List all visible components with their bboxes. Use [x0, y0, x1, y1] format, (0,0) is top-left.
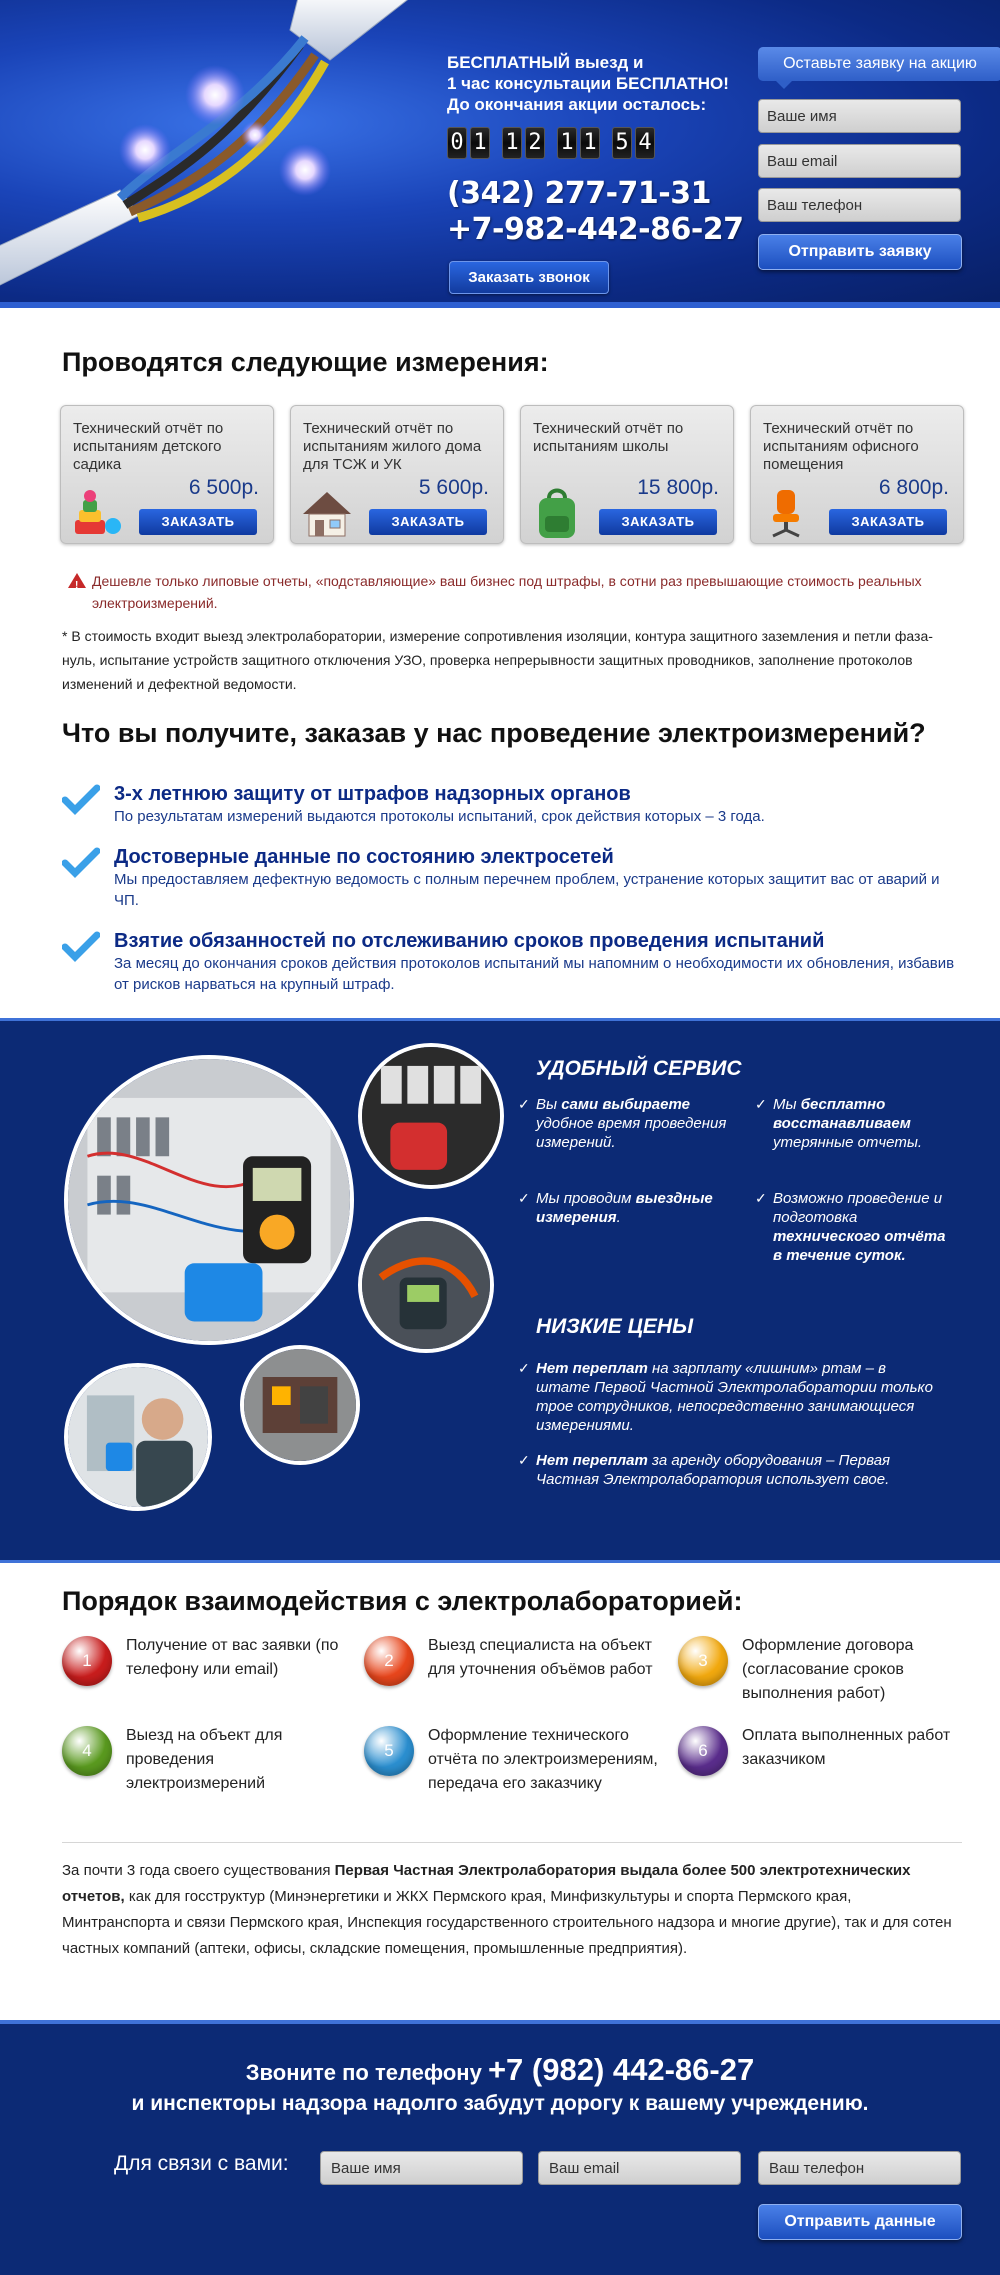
header-divider	[0, 302, 1000, 308]
clamp-meter-photo	[358, 1217, 494, 1353]
service-point-text: Мы	[773, 1096, 801, 1113]
timer-hours	[502, 127, 545, 159]
card-title: Технический отчёт по испытаниям школы	[533, 420, 684, 455]
benefit-title: 3-х летнюю защиту от штрафов надзорных органов	[114, 783, 631, 805]
phone-mobile[interactable]: +7-982-442-86-27	[447, 212, 744, 247]
benefit-item	[62, 929, 962, 995]
step-number: 2	[364, 1636, 414, 1686]
checkmark-icon	[62, 847, 100, 879]
service-point	[755, 1189, 955, 1265]
price-footnote: * В стоимость входит выезд электролаборатории, измерение сопротивления изоляции, контура защитного заземления и петли фаза-нуль, испытание устройств защитного отключения УЗО, проверка непрерывности защитных проводников, заполнение протоколов изменений и дефектной ведомости.	[62, 628, 933, 692]
service-point	[518, 1189, 738, 1227]
step-text: Оформление договора (согласование сроков выполнения работ)	[742, 1637, 914, 1702]
service-point-text: удобное время проведения измерений.	[536, 1115, 727, 1151]
about-text: как для госструктур (Минэнергетики и ЖКХ Пермского края, Минфизкультуры и спорта Пермского края, Минтранспорта и связи Пермского края, Инспекция государственного строительного надзора и многие другие), так и для сотен частных компаний (аптеки, офисы, складские помещения, промышленные предприятия).	[62, 1888, 952, 1957]
step-text: Получение от вас заявки (по телефону или email)	[126, 1637, 339, 1678]
about-text: За почти 3 года своего существования	[62, 1862, 335, 1879]
step-text: Выезд на объект для проведения электроизмерений	[126, 1727, 283, 1792]
benefit-text: Мы предоставляем дефектную ведомость с полным перечнем проблем, устранение которых защитит вас от аварий и ЧП.	[114, 871, 940, 909]
service-point	[755, 1095, 945, 1152]
about-paragraph	[62, 1858, 962, 1962]
promo-line-2: 1 час консультации БЕСПЛАТНО!	[447, 74, 729, 93]
promo-text	[447, 52, 747, 115]
benefit-item	[62, 782, 962, 827]
section-divider	[62, 1842, 962, 1843]
price-cards	[60, 405, 964, 544]
price-point	[518, 1359, 938, 1435]
steps-title: Порядок взаимодействия с электролабораторией:	[62, 1586, 743, 1616]
low-prices-title: НИЗКИЕ ЦЕНЫ	[536, 1315, 694, 1338]
benefit-title: Взятие обязанностей по отслеживанию сроков проведения испытаний	[114, 930, 825, 952]
benefits-title: Что вы получите, заказав у нас проведение электроизмерений?	[62, 718, 926, 748]
benefits-list	[62, 782, 962, 1013]
price-card	[290, 405, 504, 544]
card-price: 5 600р.	[418, 476, 489, 499]
toys-icon	[69, 486, 125, 540]
warning-text: Дешевле только липовые отчеты, «подставляющие» ваш бизнес под штрафы, в сотни раз превышающие стоимость реальных электроизмерений.	[92, 573, 922, 611]
name-input[interactable]	[758, 99, 961, 133]
checkmark-icon	[62, 784, 100, 816]
price-point-bold: Нет переплат	[536, 1452, 648, 1469]
step-text: Выезд специалиста на объект для уточнения объёмов работ	[428, 1637, 653, 1678]
benefit-text: По результатам измерений выдаются протоколы испытаний, срок действия которых – 3 года.	[114, 808, 765, 825]
service-point	[518, 1095, 738, 1152]
price-card	[750, 405, 964, 544]
service-point-bold: выездные измерения	[536, 1190, 713, 1226]
house-icon	[299, 486, 355, 540]
service-point-bold: бесплатно восстанавливаем	[773, 1096, 911, 1132]
benefit-text: За месяц до окончания сроков действия протоколов испытаний мы напомним о необходимости их обновления, избавив от рисков нарваться на крупный штраф.	[114, 955, 955, 993]
warning-note	[68, 570, 948, 614]
order-button[interactable]: ЗАКАЗАТЬ	[599, 509, 717, 535]
about-highlight: Первая Частная Электролаборатория выдала более 500 электротехнических отчетов,	[62, 1862, 911, 1905]
card-title: Технический отчёт по испытаниям жилого дома для ТСЖ и УК	[303, 420, 482, 473]
card-price: 6 800р.	[878, 476, 949, 499]
timer-seconds	[612, 127, 655, 159]
contact-footer	[0, 2020, 1000, 2275]
footer-phone-input[interactable]	[758, 2151, 961, 2185]
benefit-item	[62, 845, 962, 911]
order-button[interactable]: ЗАКАЗАТЬ	[829, 509, 947, 535]
measurements-title: Проводятся следующие измерения:	[62, 347, 549, 377]
timer-minutes	[557, 127, 600, 159]
price-point	[518, 1451, 918, 1489]
checkmark-icon	[62, 931, 100, 963]
card-price: 15 800р.	[637, 476, 719, 499]
price-point-text: за аренду оборудования – Первая Частная Электролаборатория использует свое.	[536, 1452, 891, 1488]
timer-digit: 5	[612, 127, 632, 159]
technician-photo	[64, 1363, 212, 1511]
step-number: 5	[364, 1726, 414, 1776]
footer-phone[interactable]: +7 (982) 442-86-27	[487, 2052, 755, 2087]
timer-digit: 2	[525, 127, 545, 159]
order-button[interactable]: ЗАКАЗАТЬ	[369, 509, 487, 535]
timer-days	[447, 127, 490, 159]
countdown-timer	[447, 127, 655, 159]
timer-digit: 4	[635, 127, 655, 159]
email-input[interactable]	[758, 144, 961, 178]
service-point-text: Возможно проведение и подготовка	[773, 1190, 943, 1226]
step-number: 4	[62, 1726, 112, 1776]
breaker-panel-photo	[358, 1043, 504, 1189]
card-title: Технический отчёт по испытаниям детского садика	[73, 420, 224, 473]
warning-icon	[68, 573, 86, 588]
service-point-bold: сами выбираете	[561, 1096, 690, 1113]
price-card	[60, 405, 274, 544]
phone-input[interactable]	[758, 188, 961, 222]
callback-button[interactable]: Заказать звонок	[449, 261, 609, 294]
card-title: Технический отчёт по испытаниям офисного помещения	[763, 420, 919, 473]
price-point-text: на зарплату «лишним» ртам – в штате Первой Частной Электролаборатории только трое сотрудников, непосредственно занимающиеся измерениями.	[536, 1360, 933, 1434]
contact-label: Для связи с вами:	[114, 2152, 289, 2175]
step-number: 6	[678, 1726, 728, 1776]
call-us-line	[0, 2052, 1000, 2088]
send-request-button[interactable]: Отправить заявку	[758, 234, 962, 270]
timer-digit: 1	[557, 127, 577, 159]
step-text: Оформление технического отчёта по электроизмерениям, передача его заказчику	[428, 1727, 658, 1792]
step-number: 1	[62, 1636, 112, 1686]
service-point-text: утерянные отчеты.	[773, 1134, 923, 1151]
footer-tagline: и инспекторы надзора надолго забудут дорогу к вашему учреждению.	[131, 2092, 869, 2115]
price-point-bold: Нет переплат	[536, 1360, 648, 1377]
timer-digit: 1	[470, 127, 490, 159]
promo-line-1: БЕСПЛАТНЫЙ выезд и	[447, 53, 644, 72]
step-number: 3	[678, 1636, 728, 1686]
timer-digit: 1	[502, 127, 522, 159]
timer-digit: 0	[447, 127, 467, 159]
phone-city[interactable]: (342) 277-71-31	[447, 176, 712, 211]
send-data-button[interactable]: Отправить данные	[758, 2204, 962, 2240]
convenient-service-title: УДОБНЫЙ СЕРВИС	[536, 1057, 742, 1080]
benefit-title: Достоверные данные по состоянию электросетей	[114, 846, 614, 868]
service-point-text: Вы	[536, 1096, 562, 1113]
backpack-icon	[529, 486, 585, 540]
order-button[interactable]: ЗАКАЗАТЬ	[139, 509, 257, 535]
service-point-text: .	[616, 1209, 621, 1226]
service-band	[0, 1018, 1000, 1563]
electrician-photo-large	[64, 1055, 354, 1345]
measurement-equipment-photo	[240, 1345, 360, 1465]
hero-header	[0, 0, 1000, 308]
step-text: Оплата выполненных работ заказчиком	[742, 1727, 951, 1768]
footer-email-input[interactable]	[538, 2151, 741, 2185]
price-card	[520, 405, 734, 544]
footer-name-input[interactable]	[320, 2151, 523, 2185]
service-point-text: Мы проводим	[536, 1190, 636, 1207]
request-form-title: Оставьте заявку на акцию	[758, 47, 1000, 81]
card-price: 6 500р.	[188, 476, 259, 499]
promo-line-3: До окончания акции осталось:	[447, 95, 707, 114]
service-point-bold: технического отчёта в течение суток.	[773, 1228, 946, 1264]
cable-sparks-image	[0, 0, 440, 300]
office-chair-icon	[759, 486, 815, 540]
call-prefix: Звоните по телефону	[245, 2060, 488, 2085]
timer-digit: 1	[580, 127, 600, 159]
